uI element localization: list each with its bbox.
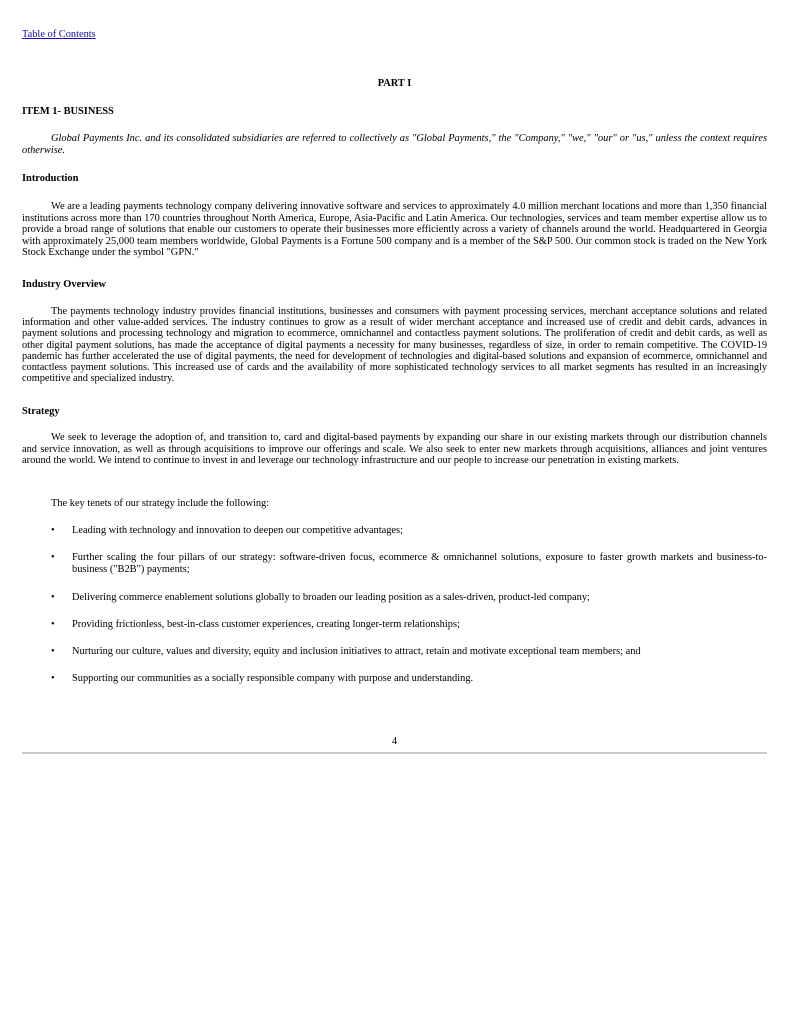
strategy-bullet-text: Providing frictionless, best-in-class customer experiences, creating longer-term relationships; — [72, 619, 460, 630]
strategy-lead-text: The key tenets of our strategy include the following: — [51, 498, 270, 509]
bullet-glyph: • — [51, 592, 55, 603]
strategy-bullet-text: Nurturing our culture, values and diversity, equity and inclusion initiatives to attract, retain and motivate exceptional team members; and — [72, 646, 641, 657]
strategy-bullet-text: Leading with technology and innovation to deepen our competitive advantages; — [72, 525, 403, 536]
strategy-bullet-text: Delivering commerce enablement solutions globally to broaden our leading position as a sales-driven, product-led company; — [72, 592, 590, 603]
industry-overview-paragraph: The payments technology industry provides financial institutions, businesses and consumers with payment processing services, merchant acceptance solutions and related information and other value-added services. The industry continues to grow as a result of wider merchant acceptance and increased use of credit and debit cards, advances in payment solutions and processing technology and migration to ecommerce, omnichannel and contactless payment solutions. The proliferation of credit and debit cards, as well as other digital payment solutions, has made the acceptance of digital payments a necessity for many businesses, regardless of size, in order to remain competitive. The COVID-19 pandemic has further accelerated the use of digital payments, the need for development of technologies and digital-based solutions and expansion of ecommerce, omnichannel and contactless payment solutions. This increased use of cards and the availability of more sophisticated technology services to all market segments has resulted in an increasingly competitive and specialized industry. — [22, 306, 767, 385]
bullet-glyph: • — [51, 552, 55, 563]
bullet-glyph: • — [51, 646, 55, 657]
table-of-contents-link[interactable]: Table of Contents — [22, 29, 96, 40]
introduction-paragraph: We are a leading payments technology company delivering innovative software and services to approximately 4.0 million merchant locations and more than 1,350 financial institutions across more than 170 countries throughout North America, Europe, Asia-Pacific and Latin America. Our technologies, services and team member expertise allow us to provide a broad range of solutions that enable our customers to operate their businesses more efficiently across a variety of channels around the world. Headquartered in Georgia with approximately 25,000 team members worldwide, Global Payments is a Fortune 500 company and is a member of the S&P 500. Our common stock is traded on the New York Stock Exchange under the symbol "GPN." — [22, 201, 767, 259]
intro-italic-paragraph: Global Payments Inc. and its consolidated subsidiaries are referred to collectively as "Global Payments," the "Company," "we," "our" or "us," unless the context requires otherwise. — [22, 133, 767, 156]
bullet-glyph: • — [51, 525, 55, 536]
strategy-heading: Strategy — [22, 406, 60, 417]
strategy-bullet-text: Further scaling the four pillars of our strategy: software-driven focus, ecommerce & omnichannel solutions, exposure to faster growth markets and business-to-business ("B2B") payments; — [72, 552, 767, 575]
bullet-glyph: • — [51, 673, 55, 684]
page-divider — [22, 752, 767, 754]
industry-overview-heading: Industry Overview — [22, 279, 106, 290]
part-title: PART I — [377, 78, 412, 89]
introduction-heading: Introduction — [22, 173, 79, 184]
item-heading: ITEM 1- BUSINESS — [22, 106, 114, 117]
strategy-bullet-text: Supporting our communities as a socially responsible company with purpose and understanding. — [72, 673, 474, 684]
strategy-paragraph: We seek to leverage the adoption of, and transition to, card and digital-based payments by expanding our share in our existing markets through our distribution channels and service innovation, as well as through acquisitions to improve our offerings and scale. We also seek to enter new markets through acquisitions, alliances and joint ventures around the world. We intend to continue to invest in and leverage our technology infrastructure and our people to increase our penetration in existing markets. — [22, 432, 767, 467]
page-number: 4 — [391, 736, 398, 747]
bullet-glyph: • — [51, 619, 55, 630]
